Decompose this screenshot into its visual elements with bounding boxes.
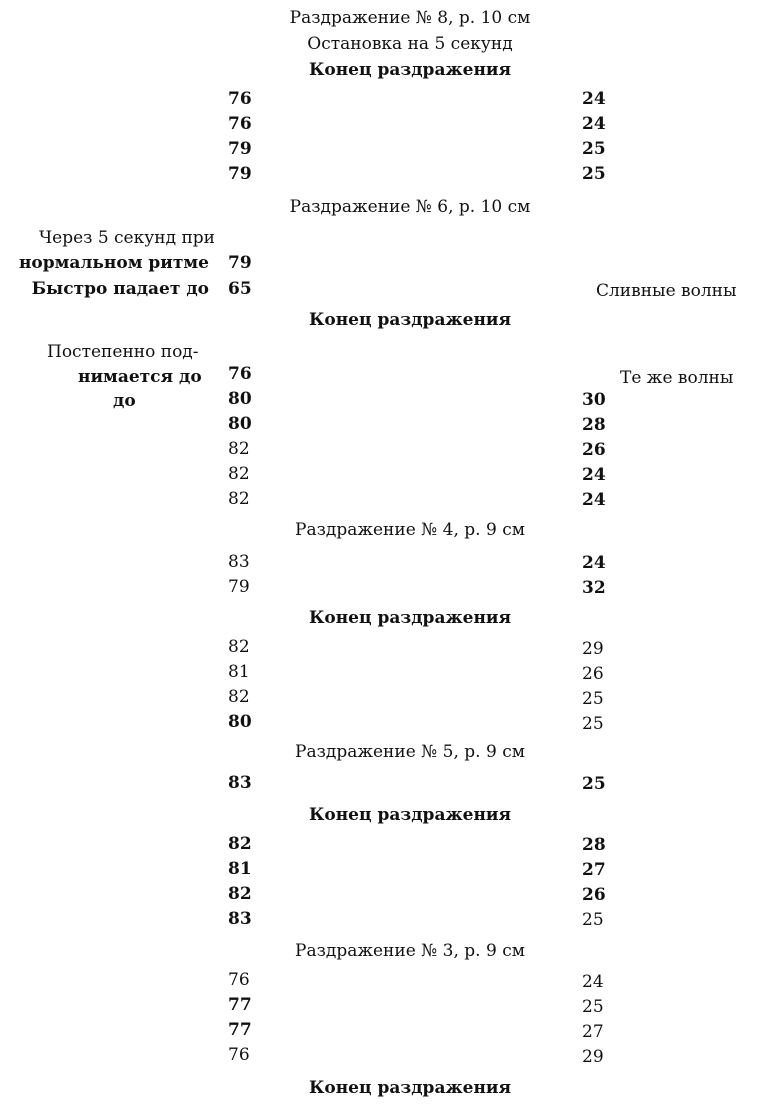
value-right: 24 xyxy=(582,490,606,510)
value-left: 83 xyxy=(228,552,250,572)
value-left: 83 xyxy=(228,909,252,929)
value-left: 79 xyxy=(228,164,252,184)
value-right: 24 xyxy=(582,89,606,109)
value-right: 26 xyxy=(582,440,606,460)
stimulus-heading: Раздражение № 3, р. 9 см xyxy=(295,941,525,961)
value-left: 79 xyxy=(228,253,252,273)
value-right: 26 xyxy=(582,664,604,684)
value-left: 81 xyxy=(228,859,252,879)
value-left: 82 xyxy=(228,464,250,484)
side-note: до xyxy=(113,391,136,411)
value-right: 25 xyxy=(582,910,604,930)
value-left: 77 xyxy=(228,1020,252,1040)
side-note: Те же волны xyxy=(620,368,734,388)
value-right: 25 xyxy=(582,774,606,794)
value-left: 83 xyxy=(228,773,252,793)
stimulus-heading: Раздражение № 8, р. 10 см xyxy=(289,8,531,28)
value-left: 81 xyxy=(228,662,250,682)
stimulus-heading: Раздражение № 6, р. 10 см xyxy=(289,197,531,217)
stimulus-heading: Раздражение № 4, р. 9 см xyxy=(295,520,525,540)
value-left: 76 xyxy=(228,970,250,990)
value-left: 76 xyxy=(228,364,252,384)
side-note: Сливные волны xyxy=(596,281,737,301)
value-left: 79 xyxy=(228,139,252,159)
stimulus-end: Конец раздражения xyxy=(308,310,512,330)
value-left: 65 xyxy=(228,279,252,299)
value-left: 82 xyxy=(228,834,252,854)
side-note: Быстро падает до xyxy=(31,279,209,299)
value-right: 24 xyxy=(582,553,606,573)
value-right: 25 xyxy=(582,139,606,159)
value-left: 82 xyxy=(228,687,250,707)
value-right: 27 xyxy=(582,860,606,880)
side-note: Постепенно под- xyxy=(47,342,199,362)
value-right: 24 xyxy=(582,114,606,134)
stimulus-end: Конец раздражения xyxy=(308,60,512,80)
value-right: 25 xyxy=(582,997,604,1017)
side-note: нормальном ритме xyxy=(18,253,209,273)
pause-note: Остановка на 5 секунд xyxy=(307,34,513,54)
value-right: 28 xyxy=(582,415,606,435)
value-right: 27 xyxy=(582,1022,604,1042)
value-left: 76 xyxy=(228,89,252,109)
value-right: 32 xyxy=(582,578,606,598)
value-left: 82 xyxy=(228,637,250,657)
stimulus-end: Конец раздражения xyxy=(308,1078,512,1098)
value-left: 76 xyxy=(228,114,252,134)
value-left: 76 xyxy=(228,1045,250,1065)
value-left: 80 xyxy=(228,414,252,434)
value-right: 25 xyxy=(582,714,604,734)
value-left: 80 xyxy=(228,712,252,732)
value-left: 82 xyxy=(228,439,250,459)
value-left: 79 xyxy=(228,577,250,597)
value-right: 24 xyxy=(582,972,604,992)
value-right: 29 xyxy=(582,639,604,659)
value-right: 26 xyxy=(582,885,606,905)
value-left: 80 xyxy=(228,389,252,409)
value-right: 24 xyxy=(582,465,606,485)
stimulus-heading: Раздражение № 5, р. 9 см xyxy=(295,742,525,762)
value-right: 25 xyxy=(582,689,604,709)
value-left: 82 xyxy=(228,884,252,904)
value-left: 77 xyxy=(228,995,252,1015)
side-note: Через 5 секунд при xyxy=(39,228,215,248)
stimulus-end: Конец раздражения xyxy=(308,805,512,825)
value-right: 29 xyxy=(582,1047,604,1067)
value-right: 25 xyxy=(582,164,606,184)
value-right: 30 xyxy=(582,390,606,410)
value-right: 28 xyxy=(582,835,606,855)
stimulus-end: Конец раздражения xyxy=(308,608,512,628)
value-left: 82 xyxy=(228,489,250,509)
side-note: нимается до xyxy=(78,367,202,387)
